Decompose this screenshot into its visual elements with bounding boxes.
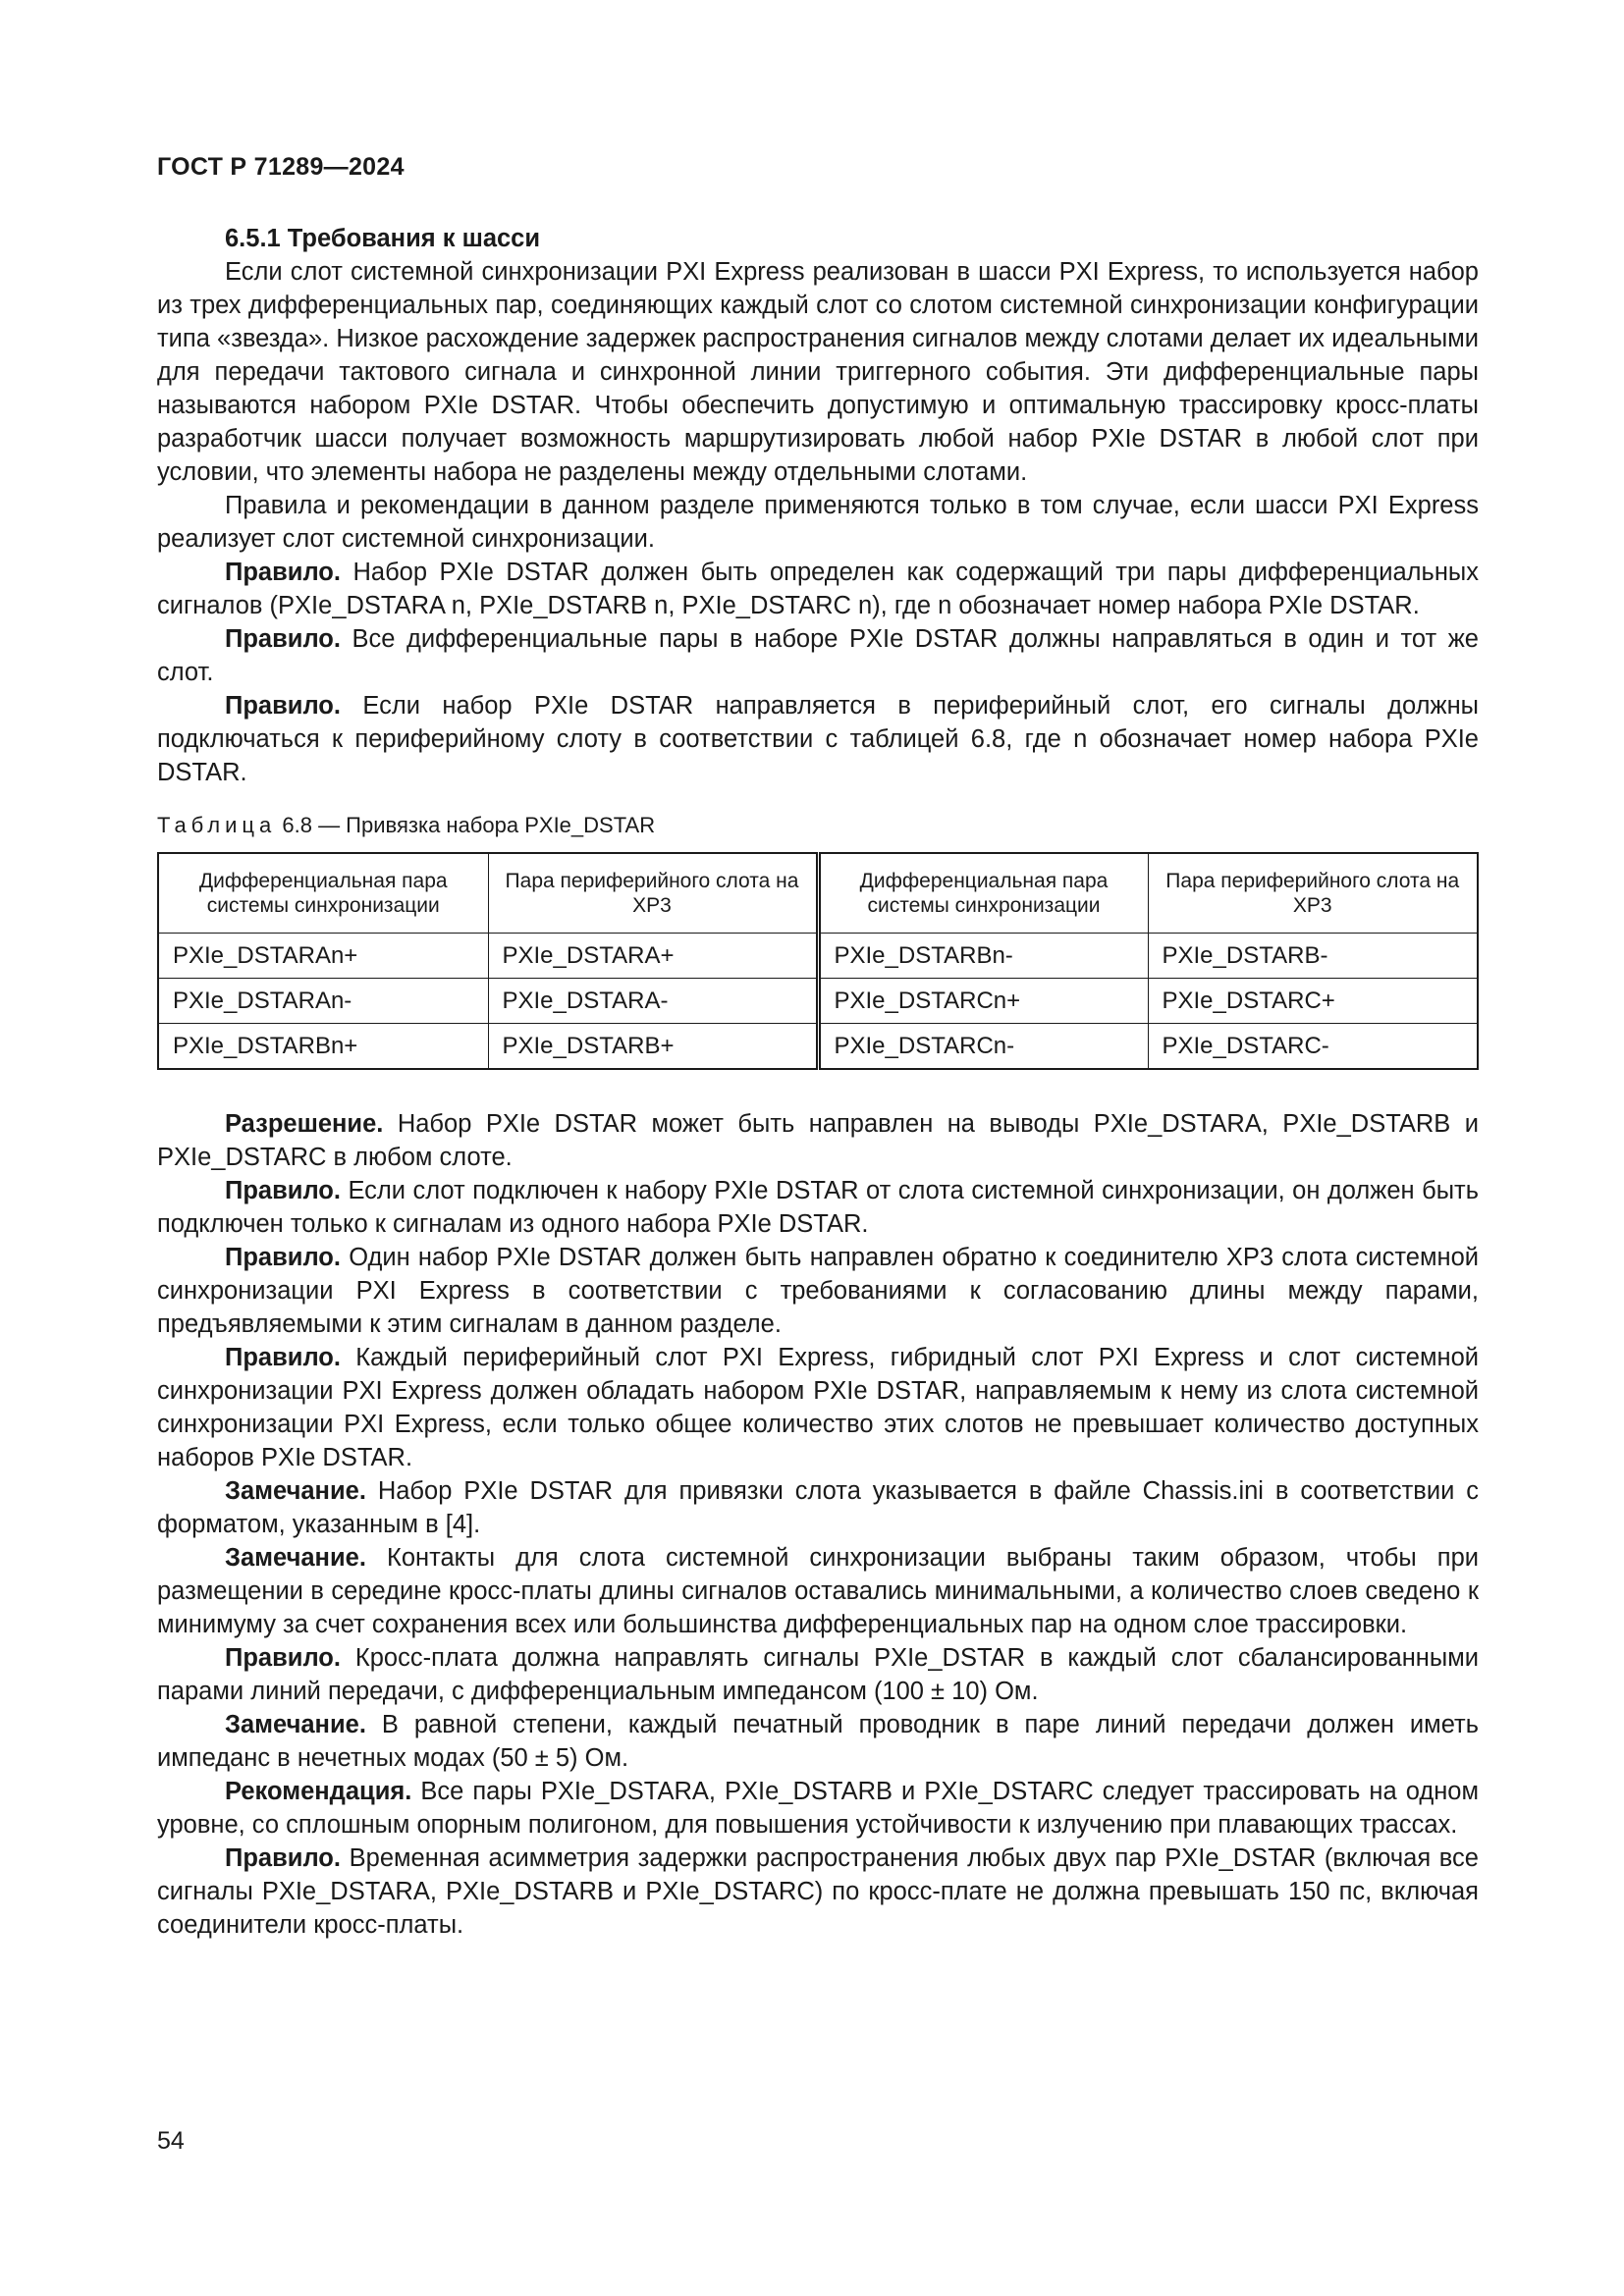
table-cell: PXIe_DSTARC+ xyxy=(1148,979,1478,1024)
table-caption-label: Таблица xyxy=(157,813,277,837)
table-header-cell: Дифференциальная пара системы синхронизации xyxy=(818,853,1148,934)
table-header-row xyxy=(158,853,1478,934)
table-header-cell: Пара периферийного слота на XP3 xyxy=(488,853,818,934)
rule-paragraph xyxy=(157,1842,1479,1942)
table-caption-text: 6.8 — Привязка набора PXIe_DSTAR xyxy=(276,813,656,837)
paragraph-text: Кросс-плата должна направлять сигналы PXIe_DSTAR в каждый слот сбалансированными парами линий передачи, с дифференциальным импедансом (100 ± 10) Ом. xyxy=(157,1644,1479,1705)
paragraph-text: Каждый периферийный слот PXI Express, гибридный слот PXI Express и слот системной синхронизации PXI Express должен обладать набором PXIe DSTAR, направляемым к нему из слота системной синхронизации PXI Express, если только общее количество этих слотов не превышает количество доступных наборов PXIe DSTAR. xyxy=(157,1344,1479,1471)
table-row xyxy=(158,979,1478,1024)
paragraph xyxy=(157,489,1479,556)
paragraph-label: Правило. xyxy=(225,559,341,586)
page-content xyxy=(157,222,1479,1942)
table-row xyxy=(158,1024,1478,1070)
paragraph-text: Все пары PXIe_DSTARA, PXIe_DSTARB и PXIe_DSTARC следует трассировать на одном уровне, со сплошным опорным полигоном, для повышения устойчивости к излучению при плавающих трассах. xyxy=(157,1778,1479,1839)
paragraph-label: Правило. xyxy=(225,625,341,653)
table-cell: PXIe_DSTARCn- xyxy=(818,1024,1148,1070)
table-header-cell: Пара периферийного слота на XP3 xyxy=(1148,853,1478,934)
table-cell: PXIe_DSTARAn+ xyxy=(158,934,488,979)
rule-paragraph xyxy=(157,622,1479,689)
table-cell: PXIe_DSTARCn+ xyxy=(818,979,1148,1024)
document-header: ГОСТ Р 71289—2024 xyxy=(157,153,405,181)
paragraph-text: Если набор PXIe DSTAR направляется в периферийный слот, его сигналы должны подключаться к периферийному слоту в соответствии с таблицей 6.8, где n обозначает номер набора PXIe DSTAR. xyxy=(157,692,1479,786)
paragraph-label: Рекомендация. xyxy=(225,1778,412,1805)
paragraph-text: Набор PXIe DSTAR должен быть определен как содержащий три пары дифференциальных сигналов (PXIe_DSTARA n, PXIe_DSTARB n, PXIe_DSTARC n), где n обозначает номер набора PXIe DSTAR. xyxy=(157,559,1479,619)
rule-paragraph xyxy=(157,1107,1479,1174)
paragraph-label: Замечание. xyxy=(225,1544,366,1572)
note-paragraph xyxy=(157,1474,1479,1541)
table-row xyxy=(158,934,1478,979)
recommendation-paragraph xyxy=(157,1775,1479,1842)
paragraph-label: Разрешение. xyxy=(225,1110,384,1138)
paragraph xyxy=(157,255,1479,489)
paragraph-text: Если слот системной синхронизации PXI Express реализован в шасси PXI Express, то используется набор из трех дифференциальных пар, соединяющих каждый слот со слотом системной синхронизации конфигурации типа «звезда». Низкое расхождение задержек распространения сигналов между слотами делает их идеальными для передачи тактового сигнала и синхронной линии триггерного события. Эти дифференциальные пары называются набором PXIe DSTAR. Чтобы обеспечить допустимую и оптимальную трассировку кросс-платы разработчик шасси получает возможность маршрутизировать любой набор PXIe DSTAR в любой слот при условии, что элементы набора не разделены между отдельными слотами. xyxy=(157,258,1479,486)
table-cell: PXIe_DSTARBn- xyxy=(818,934,1148,979)
table-cell: PXIe_DSTARA+ xyxy=(488,934,818,979)
paragraph-text: Набор PXIe DSTAR может быть направлен на выводы PXIe_DSTARA, PXIe_DSTARB и PXIe_DSTARC в любом слоте. xyxy=(157,1110,1479,1171)
paragraph-label: Правило. xyxy=(225,1844,341,1872)
rule-paragraph xyxy=(157,1241,1479,1341)
signal-mapping-table xyxy=(157,852,1479,1070)
table-header-cell: Дифференциальная пара системы синхронизации xyxy=(158,853,488,934)
paragraph-label: Правило. xyxy=(225,1244,341,1271)
paragraph-label: Правило. xyxy=(225,1644,341,1672)
paragraph-text: Контакты для слота системной синхронизации выбраны таким образом, чтобы при размещении в середине кросс-платы длины сигналов оставались минимальными, а количество слоев сведено к минимуму за счет сохранения всех или большинства дифференциальных пар на одном слое трассировки. xyxy=(157,1544,1479,1638)
paragraph-label: Правило. xyxy=(225,1344,341,1371)
paragraph-label: Правило. xyxy=(225,692,341,720)
page-number: 54 xyxy=(157,2127,185,2155)
paragraph-label: Замечание. xyxy=(225,1477,366,1505)
table-cell: PXIe_DSTARBn+ xyxy=(158,1024,488,1070)
paragraph-text: Если слот подключен к набору PXIe DSTAR от слота системной синхронизации, он должен быть подключен только к сигналам из одного набора PXIe DSTAR. xyxy=(157,1177,1479,1238)
paragraph-text: Набор PXIe DSTAR для привязки слота указывается в файле Chassis.ini в соответствии с форматом, указанным в [4]. xyxy=(157,1477,1479,1538)
section-title: 6.5.1 Требования к шасси xyxy=(225,225,541,252)
table-cell: PXIe_DSTARC- xyxy=(1148,1024,1478,1070)
rule-paragraph xyxy=(157,1641,1479,1708)
table-cell: PXIe_DSTARB+ xyxy=(488,1024,818,1070)
paragraph-label: Замечание. xyxy=(225,1711,366,1738)
paragraph-text: Временная асимметрия задержки распространения любых двух пар PXIe_DSTAR (включая все сигналы PXIe_DSTARA, PXIe_DSTARB и PXIe_DSTARC) по кросс-плате не должна превышать 150 пс, включая соединители кросс-платы. xyxy=(157,1844,1479,1939)
rule-paragraph xyxy=(157,1341,1479,1474)
note-paragraph xyxy=(157,1708,1479,1775)
table-cell: PXIe_DSTARA- xyxy=(488,979,818,1024)
paragraph-text: Один набор PXIe DSTAR должен быть направлен обратно к соединителю XP3 слота системной синхронизации PXI Express в соответствии с требованиями к согласованию длины между парами, предъявляемыми к этим сигналам в данном разделе. xyxy=(157,1244,1479,1338)
rule-paragraph xyxy=(157,689,1479,789)
paragraph-text: Все дифференциальные пары в наборе PXIe DSTAR должны направляться в один и тот же слот. xyxy=(157,625,1479,686)
paragraph-label: Правило. xyxy=(225,1177,341,1204)
note-paragraph xyxy=(157,1541,1479,1641)
table-cell: PXIe_DSTARAn- xyxy=(158,979,488,1024)
table-cell: PXIe_DSTARB- xyxy=(1148,934,1478,979)
rule-paragraph xyxy=(157,1174,1479,1241)
table-caption xyxy=(157,811,1479,840)
rule-paragraph xyxy=(157,556,1479,622)
paragraph-text: Правила и рекомендации в данном разделе применяются только в том случае, если шасси PXI Express реализует слот системной синхронизации. xyxy=(157,492,1479,553)
paragraph-text: В равной степени, каждый печатный проводник в паре линий передачи должен иметь импеданс в нечетных модах (50 ± 5) Ом. xyxy=(157,1711,1479,1772)
